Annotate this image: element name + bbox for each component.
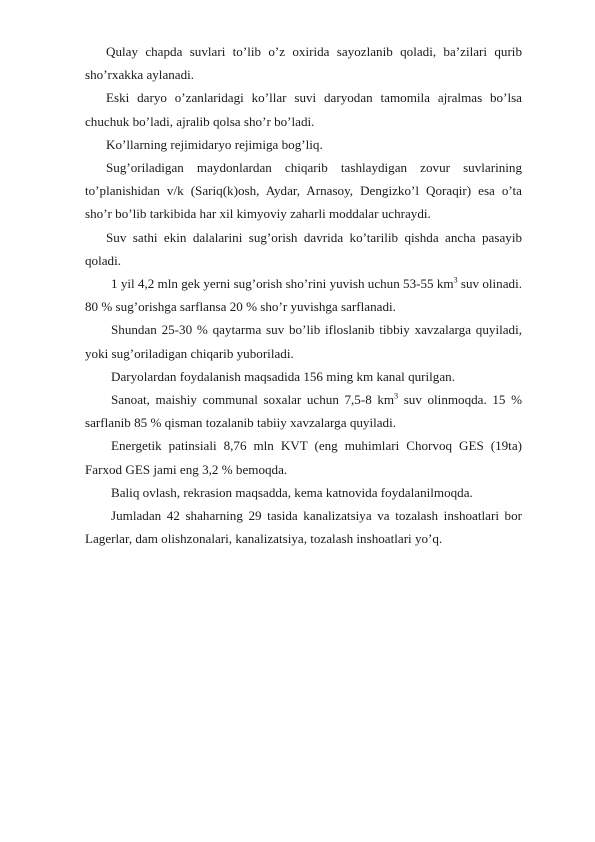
- paragraph-4: Sug’oriladigan maydonlardan chiqarib tashlaydigan zovur suvlarining to’planishidan v/k (Sariq(k)osh, Aydar, Arnasoy, Dengizko’l Qoraqir) esa o’ta sho’r bo’lib tarkibida har xil kimyoviy zaharli moddalar uchraydi.: [85, 160, 522, 222]
- paragraph-9: [85, 388, 522, 434]
- paragraph-2: Eski daryo o’zanlaridagi ko’llar suvi daryodan tamomila ajralmas bo’lsa chuchuk bo’ladi, ajralib qolsa sho’r bo’ladi.: [85, 90, 522, 129]
- paragraph-5: Suv sathi ekin dalalarini sug’orish davrida ko’tarilib qishda ancha pasayib qoladi.: [85, 229, 522, 268]
- paragraph-1: Qulay chapda suvlari to’lib o’z oxirida sayozlanib qoladi, ba’zilari qurib sho’rxakka aylanadi.: [85, 44, 522, 83]
- superscript-cube: 3: [394, 391, 399, 401]
- paragraph-6-text-b: suv olinadi. 80 % sug’orishga sarflansa 20 % sho’r yuvishga sarflanadi.: [85, 276, 522, 315]
- paragraph-6-text-a: 1 yil 4,2 mln gek yerni sug’orish sho’rini yuvish uchun 53-55 km: [111, 276, 454, 292]
- paragraph-11: Baliq ovlash, rekrasion maqsadda, kema katnovida foydalanilmoqda.: [111, 484, 473, 500]
- paragraph-9-text-b: suv olinmoqda. 15 % sarflanib 85 % qisman tozalanib tabiiy xavzalarga quyiladi.: [85, 392, 522, 431]
- paragraph-6: [85, 272, 522, 318]
- paragraph-3: Ko’llarning rejimidaryo rejimiga bog’liq.: [106, 136, 323, 152]
- paragraph-10: Energetik patinsiali 8,76 mln KVT (eng muhimlari Chorvoq GES (19ta) Farxod GES jami eng 3,2 % bemoqda.: [85, 438, 522, 477]
- paragraph-9-text-a: Sanoat, maishiy communal soxalar uchun 7,5-8 km: [111, 392, 395, 408]
- paragraph-7: Shundan 25-30 % qaytarma suv bo’lib ifloslanib tibbiy xavzalarga quyiladi, yoki sug’oriladigan chiqarib yuboriladi.: [85, 322, 522, 361]
- paragraph-8: Daryolardan foydalanish maqsadida 156 ming km kanal qurilgan.: [111, 368, 455, 384]
- paragraph-12: Jumladan 42 shaharning 29 tasida kanalizatsiya va tozalash inshoatlari bor Lagerlar, dam olishzonalari, kanalizatsiya, tozalash inshoatlari yo’q.: [85, 508, 522, 547]
- superscript-cube: 3: [453, 275, 458, 285]
